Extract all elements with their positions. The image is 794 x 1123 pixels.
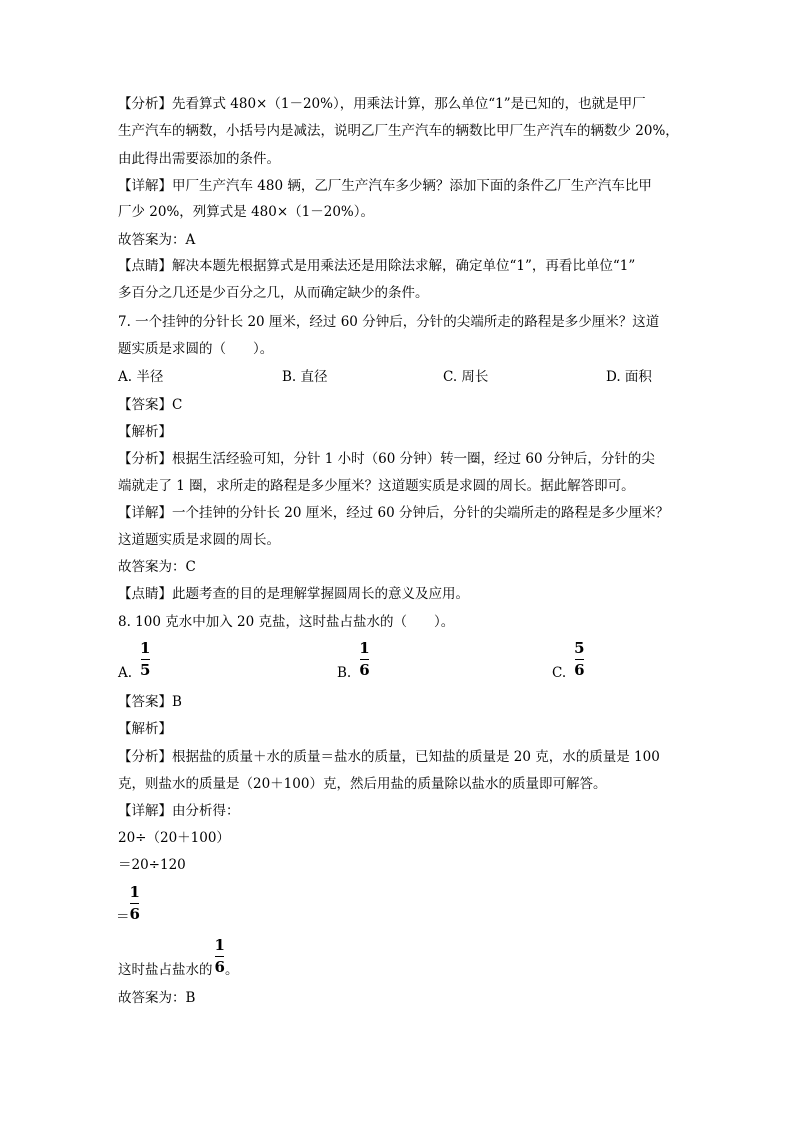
denominator: 6: [574, 661, 585, 679]
denominator: 5: [140, 661, 151, 679]
fraction-bar: [575, 659, 584, 660]
q8-detail: 【详解】由分析得：: [118, 803, 240, 819]
q8-option-b: [337, 640, 370, 681]
q7-option-c: C. 周长: [443, 369, 489, 385]
q7-option-b: B. 直径: [282, 369, 328, 385]
q6-tip-line: 多百分之几还是少百分之几，从而确定缺少的条件。: [118, 285, 429, 301]
q7-jiexi-heading: 【解析】: [118, 424, 172, 440]
q7-analysis-line: 【分析】根据生活经验可知，分针 1 小时（60 分钟）转一圈，经过 60 分钟后，分针的尖: [118, 451, 655, 467]
numerator: 1: [359, 639, 370, 657]
period: 。: [224, 962, 239, 978]
q6-detail-line: 厂少 20%，列算式是 480×（1－20%）。: [118, 204, 375, 220]
fraction-bar: [141, 659, 150, 660]
fraction: [574, 640, 584, 679]
q8-analysis-line: 克，则盐水的质量是（20＋100）克，然后用盐的质量除以盐水的质量即可解答。: [118, 776, 607, 792]
option-label: B.: [337, 665, 352, 681]
q6-analysis-line: 由此得出需要添加的条件。: [118, 151, 280, 167]
q6-tip-line: 【点睛】解决本题先根据算式是用乘法还是用除法求解，确定单位“1”，再看比单位“1”: [118, 258, 636, 274]
q7-tip: 【点睛】此题考查的目的是理解掌握圆周长的意义及应用。: [118, 586, 469, 602]
denominator: 6: [214, 958, 225, 976]
fraction-bar: [130, 903, 139, 904]
q6-detail-line: 【详解】甲厂生产汽车 480 辆，乙厂生产汽车多少辆？添加下面的条件乙厂生产汽车比甲: [118, 178, 652, 194]
numerator: 1: [129, 883, 140, 901]
q8-conclusion: 故答案为：B: [118, 990, 196, 1006]
q7-answer: 【答案】C: [118, 397, 183, 413]
final-text: 这时盐占盐水的: [118, 962, 213, 978]
fraction-bar: [215, 956, 224, 957]
q8-step: ＝20÷120: [118, 857, 186, 873]
q7-analysis-line: 端就走了 1 圈，求所走的路程是多少厘米？这道题实质是求圆的周长。据此解答即可。: [118, 478, 635, 494]
q7-conclusion: 故答案为：C: [118, 559, 196, 575]
q7-option-a: A. 半径: [118, 369, 164, 385]
equals-sign: ＝: [116, 909, 130, 925]
q7-detail-line: 【详解】一个挂钟的分针长 20 厘米，经过 60 分钟后，分针的尖端所走的路程是多少厘米？: [118, 505, 670, 521]
denominator: 6: [359, 661, 370, 679]
q8-question: 8. 100 克水中加入 20 克盐，这时盐占盐水的（ ）。: [118, 614, 455, 630]
q8-final-statement: [118, 937, 238, 978]
fraction: [215, 937, 225, 976]
numerator: 5: [574, 639, 585, 657]
q8-analysis-line: 【分析】根据盐的质量＋水的质量＝盐水的质量，已知盐的质量是 20 克，水的质量是 100: [118, 749, 660, 765]
option-label: A.: [118, 665, 133, 681]
fraction: [140, 640, 150, 679]
q8-answer: 【答案】B: [118, 694, 182, 710]
numerator: 1: [140, 639, 151, 657]
q6-analysis-line: 【分析】先看算式 480×（1－20%），用乘法计算，那么单位“1”是已知的，也就是甲厂: [118, 96, 646, 112]
q8-option-c: [552, 640, 585, 681]
denominator: 6: [129, 905, 140, 923]
q7-option-d: D. 面积: [606, 369, 652, 385]
q7-detail-line: 这道题实质是求圆的周长。: [118, 532, 280, 548]
numerator: 1: [214, 936, 225, 954]
fraction: [130, 884, 140, 923]
option-label: C.: [552, 665, 567, 681]
q8-step: 20÷（20＋100）: [118, 830, 230, 846]
fraction-bar: [360, 659, 369, 660]
q6-analysis-line: 生产汽车的辆数，小括号内是减法，说明乙厂生产汽车的辆数比甲厂生产汽车的辆数少 20%，: [118, 123, 679, 139]
q7-question-line: 题实质是求圆的（ ）。: [118, 341, 274, 357]
q8-jiexi-heading: 【解析】: [118, 721, 172, 737]
fraction: [359, 640, 369, 679]
q7-question-line: 7. 一个挂钟的分针长 20 厘米，经过 60 分钟后，分针的尖端所走的路程是多少厘米？这道: [118, 314, 660, 330]
q8-option-a: [118, 640, 150, 681]
q8-result: [116, 884, 140, 925]
q6-conclusion: 故答案为：A: [118, 232, 196, 248]
